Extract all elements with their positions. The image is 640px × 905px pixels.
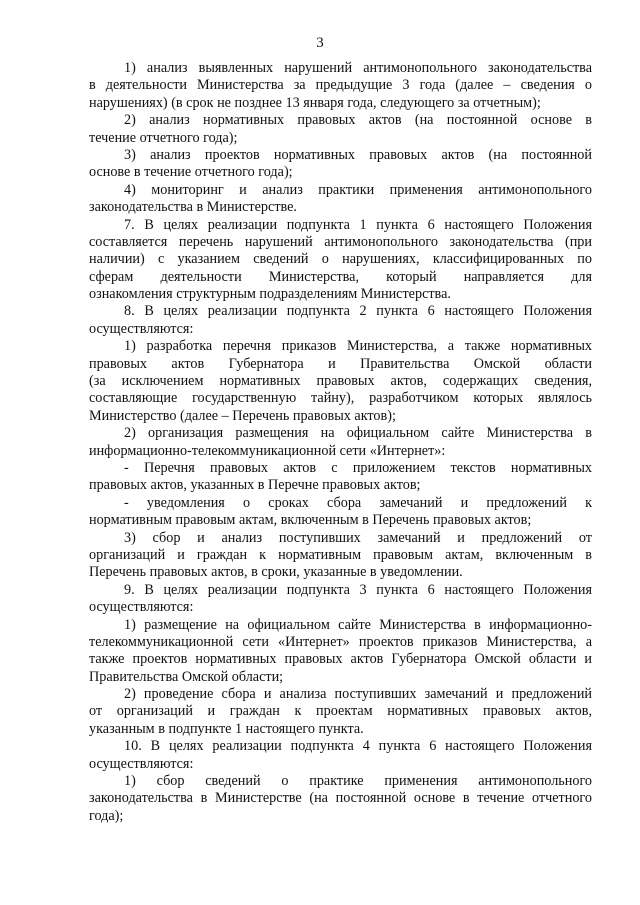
text-line: информационно-телекоммуникационной сети «Интернет»: <box>89 442 446 459</box>
text-line: - Перечня правовых актов с приложением текстов нормативных <box>124 459 592 476</box>
text-line: Правительства Омской области; <box>89 668 284 685</box>
text-line: законодательства в Министерстве (на постоянной основе в течение отчетного <box>89 790 592 807</box>
paragraph-p1-2 <box>89 112 592 147</box>
text-line: организаций и граждан к нормативным правовым актам, включенным в <box>89 546 592 563</box>
paragraph-p1-4 <box>89 182 592 217</box>
text-line: в деятельности Министерства за предыдущие 3 года (далее – сведения о <box>89 77 592 94</box>
text-line: осуществляются: <box>89 755 194 772</box>
text-line: сферам деятельности Министерства, который направляется для <box>89 268 592 285</box>
text-line: правовых актов, указанных в Перечне правовых актов; <box>89 477 421 494</box>
text-line: 2) анализ нормативных правовых актов (на постоянной основе в <box>124 112 592 129</box>
paragraph-p9 <box>89 582 592 617</box>
text-line: 9. В целях реализации подпункта 3 пункта 6 настоящего Положения <box>124 581 592 598</box>
text-line: 2) проведение сбора и анализа поступивших замечаний и предложений <box>124 686 592 703</box>
text-line: 10. В целях реализации подпункта 4 пункта 6 настоящего Положения <box>124 738 592 755</box>
text-line: 3) сбор и анализ поступивших замечаний и предложений от <box>124 529 592 546</box>
paragraph-p1-3 <box>89 147 592 182</box>
text-line: года); <box>89 807 124 824</box>
text-line: 4) мониторинг и анализ практики применения антимонопольного <box>124 181 592 198</box>
paragraph-p7 <box>89 217 592 304</box>
text-line: составляется перечень нарушений антимонопольного законодательства (при <box>89 233 592 250</box>
paragraph-p10 <box>89 738 592 773</box>
paragraph-p9-1 <box>89 617 592 687</box>
paragraph-p9-2 <box>89 686 592 738</box>
text-line: течение отчетного года); <box>89 129 238 146</box>
text-line: ознакомления структурным подразделениям Министерства. <box>89 286 451 303</box>
text-line: осуществляются: <box>89 599 194 616</box>
text-line: 8. В целях реализации подпункта 2 пункта 6 настоящего Положения <box>124 303 592 320</box>
text-line: составляющие государственную тайну), разработчиком которых являлось <box>89 390 592 407</box>
text-line: 1) анализ выявленных нарушений антимонопольного законодательства <box>124 60 592 76</box>
text-line: Министерство (далее – Перечень правовых актов); <box>89 407 396 424</box>
text-line: осуществляются: <box>89 320 194 337</box>
paragraph-p10-1 <box>89 773 592 825</box>
text-line: 1) разработка перечня приказов Министерства, а также нормативных <box>124 338 592 355</box>
text-line: (за исключением нормативных правовых актов, содержащих сведения, <box>89 373 592 390</box>
text-line: 7. В целях реализации подпункта 1 пункта 6 настоящего Положения <box>124 216 592 233</box>
text-line: - уведомления о сроках сбора замечаний и предложений к <box>124 494 592 511</box>
page-number: 3 <box>316 35 324 51</box>
text-line: 1) сбор сведений о практике применения антимонопольного <box>124 773 592 790</box>
text-line: основе в течение отчетного года); <box>89 164 293 181</box>
text-line: указанным в подпункте 1 настоящего пункта. <box>89 720 364 737</box>
text-line: Перечень правовых актов, в сроки, указанные в уведомлении. <box>89 564 463 581</box>
text-line: правовых актов Губернатора и Правительства Омской области <box>89 355 592 372</box>
paragraph-p8-2b <box>89 495 592 530</box>
text-line: телекоммуникационной сети «Интернет» проектов приказов Министерства, а <box>89 633 592 650</box>
text-line: наличии) с указанием сведений о нарушениях, классифицированных по <box>89 251 592 268</box>
text-line: нормативным правовым актам, включенным в Перечень правовых актов; <box>89 512 532 529</box>
document-body <box>89 60 592 825</box>
text-line: 3) анализ проектов нормативных правовых актов (на постоянной <box>124 146 592 163</box>
paragraph-p8-2a <box>89 460 592 495</box>
text-line: 2) организация размещения на официальном сайте Министерства в <box>124 425 592 442</box>
paragraph-p8-3 <box>89 530 592 582</box>
text-line: нарушениях) (в срок не позднее 13 января года, следующего за отчетным); <box>89 94 541 111</box>
text-line: законодательства в Министерстве. <box>89 199 297 216</box>
text-line: от организаций и граждан к проектам нормативных правовых актов, <box>89 703 592 720</box>
text-line: 1) размещение на официальном сайте Министерства в информационно- <box>124 616 592 633</box>
paragraph-p1-1 <box>89 60 592 112</box>
paragraph-p8-1 <box>89 338 592 425</box>
paragraph-p8 <box>89 303 592 338</box>
text-line: также проектов нормативных правовых актов Губернатора Омской области и <box>89 651 592 668</box>
paragraph-p8-2 <box>89 425 592 460</box>
